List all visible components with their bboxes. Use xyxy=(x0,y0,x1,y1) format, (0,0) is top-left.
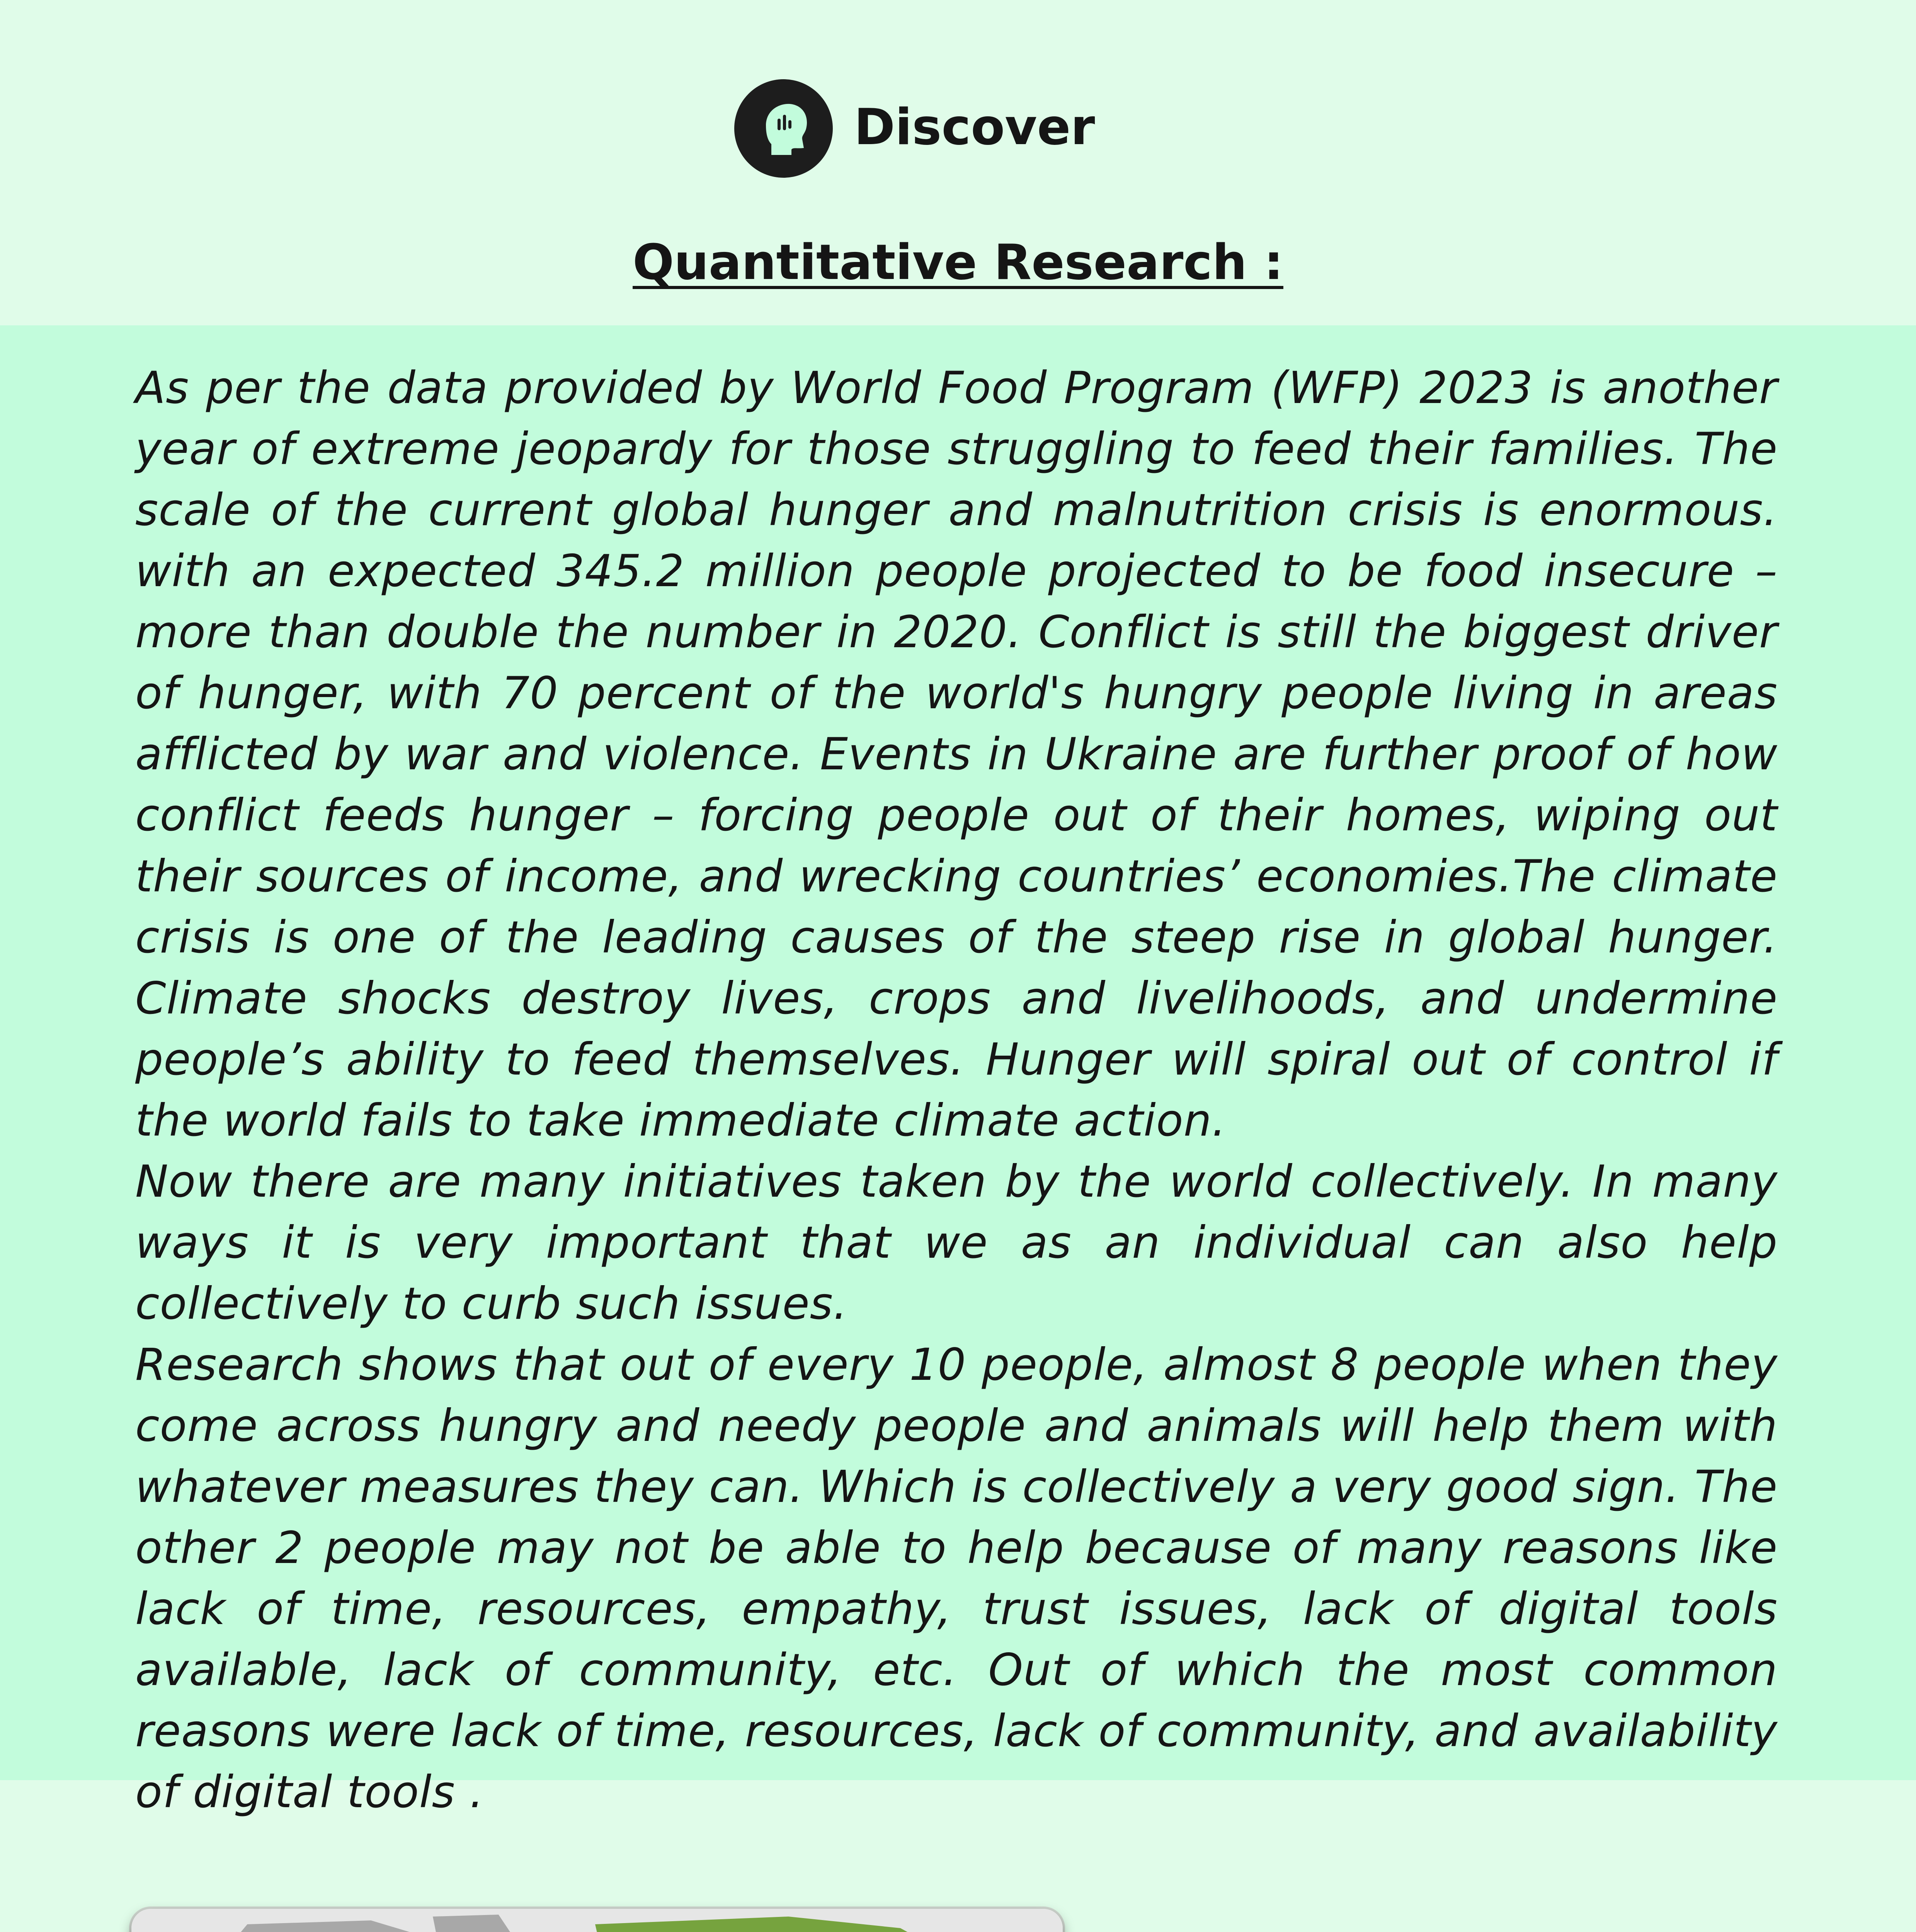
research-text xyxy=(135,357,1778,1823)
brand-name[interactable]: Discover xyxy=(854,99,1095,156)
page-title: Quantitative Research : xyxy=(633,234,1283,291)
paragraph-2: Now there are many initiatives taken by the world collectively. In many ways it is very important that we as an individual can also help collectively to curb such issues. xyxy=(135,1156,1778,1329)
paragraph-1: As per the data provided by World Food Program (WFP) 2023 is another year of extreme jeopardy for those struggling to feed their families. The scale of the current global hunger and malnutrition crisis is enormous. with an expected 345.2 million people projected to be food insecure – more than double the number in 2020. Conflict is still the biggest driver of hunger, with 70 percent of the world's hungry people living in areas afflicted by war and violence. Events in Ukraine are further proof of how conflict feeds hunger – forcing people out of their homes, wiping out their sources of income, and wrecking countries’ economies.The climate crisis is one of the leading causes of the steep rise in global hunger. Climate shocks destroy lives, crops and livelihoods, and undermine people’s ability to feed themselves. Hunger will spiral out of control if the world fails to take immediate climate action. xyxy=(135,362,1778,1146)
logo[interactable] xyxy=(734,79,833,178)
header xyxy=(0,0,1916,325)
hunger-map-image xyxy=(131,1909,1063,1932)
paragraph-3: Research shows that out of every 10 people, almost 8 people when they come across hungry and needy people and animals will help them with whatever measures they can. Which is collectively a very good sign. The other 2 people may not be able to help because of many reasons like lack of time, resources, empathy, trust issues, lack of digital tools available, lack of community, etc. Out of which the most common reasons were lack of time, resources, lack of community, and availability of digital tools . xyxy=(135,1339,1778,1818)
head-profile-icon xyxy=(754,99,812,156)
hunger-map-figure xyxy=(131,1909,1063,1932)
